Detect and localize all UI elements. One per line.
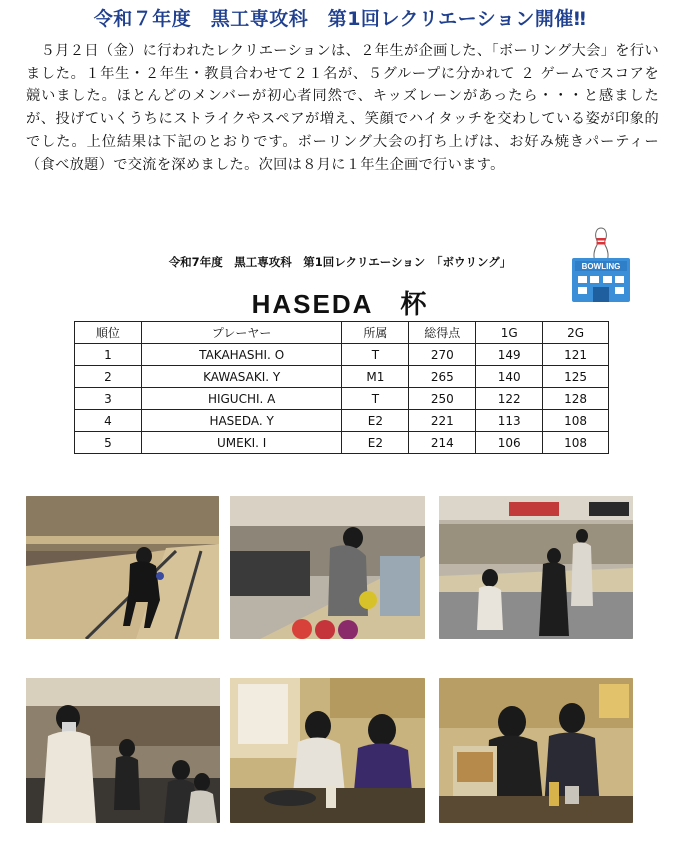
results-table — [74, 321, 609, 454]
cell-game2: 125 — [543, 366, 609, 388]
header-affiliation: 所属 — [342, 322, 409, 344]
cell-rank: 2 — [75, 366, 142, 388]
photo-group-lanes — [439, 496, 633, 639]
header-game2: 2G — [543, 322, 609, 344]
photo-okonomiyaki-party-1 — [230, 678, 425, 823]
bowling-sign-text: BOWLING — [581, 262, 621, 271]
cell-rank: 5 — [75, 432, 142, 454]
photo-bowler-lane — [26, 496, 219, 639]
event-label: 令和7年度 黒工専攻科 第1回レクリエーション 「ボウリング」 — [168, 255, 512, 269]
cell-affiliation: E2 — [342, 410, 409, 432]
page-title: 令和７年度 黒工専攻科 第1回レクリエーション開催‼ — [93, 8, 587, 30]
cell-player: TAKAHASHI. O — [141, 344, 342, 366]
cell-game1: 149 — [476, 344, 543, 366]
table-row — [75, 388, 609, 410]
header-player: プレーヤー — [141, 322, 342, 344]
cell-affiliation: T — [342, 344, 409, 366]
cell-game1: 113 — [476, 410, 543, 432]
table-row — [75, 366, 609, 388]
table-row — [75, 344, 609, 366]
photo-okonomiyaki-party-2 — [439, 678, 633, 823]
photo-bowler-balls — [230, 496, 425, 639]
cell-affiliation: E2 — [342, 432, 409, 454]
cell-total: 265 — [409, 366, 476, 388]
cell-affiliation: M1 — [342, 366, 409, 388]
table-header-row — [75, 322, 609, 344]
cell-game1: 106 — [476, 432, 543, 454]
cell-total: 214 — [409, 432, 476, 454]
cell-affiliation: T — [342, 388, 409, 410]
header-total: 総得点 — [409, 322, 476, 344]
cell-game2: 128 — [543, 388, 609, 410]
cell-game2: 121 — [543, 344, 609, 366]
cell-rank: 4 — [75, 410, 142, 432]
header-rank: 順位 — [75, 322, 142, 344]
cell-rank: 1 — [75, 344, 142, 366]
table-row — [75, 410, 609, 432]
cell-total: 250 — [409, 388, 476, 410]
cell-game2: 108 — [543, 432, 609, 454]
cell-player: HASEDA. Y — [141, 410, 342, 432]
cup-title: HASEDA 杯 — [251, 289, 429, 319]
intro-paragraph: ５月２日（金）に行われたレクリエーションは、２年生が企画した、「ボーリング大会」を行いました。１年生・２年生・教員合わせて２１名が、５グループに分かれて ２ ゲームでスコアを競いました。ほとんどのメンバーが初心者同然で、キッズレーンがあったら・・・と感ましたが、投げていくうちにストライクやスペアが増え、笑顔でハイタッチを交わしている姿が印象的でした。上位結果は下記のとおりです。ボーリング大会の打ち上げは、お好み焼きパーティー（食べ放題）で交流を深めました。次回は８月に１年生企画で行います。 — [26, 43, 659, 173]
cell-game1: 140 — [476, 366, 543, 388]
header-game1: 1G — [476, 322, 543, 344]
cell-player: KAWASAKI. Y — [141, 366, 342, 388]
cell-player: UMEKI. I — [141, 432, 342, 454]
cell-total: 270 — [409, 344, 476, 366]
cell-game2: 108 — [543, 410, 609, 432]
cell-total: 221 — [409, 410, 476, 432]
cell-game1: 122 — [476, 388, 543, 410]
cell-player: HIGUCHI. A — [141, 388, 342, 410]
photo-group-hall — [26, 678, 220, 823]
cell-rank: 3 — [75, 388, 142, 410]
table-row — [75, 432, 609, 454]
